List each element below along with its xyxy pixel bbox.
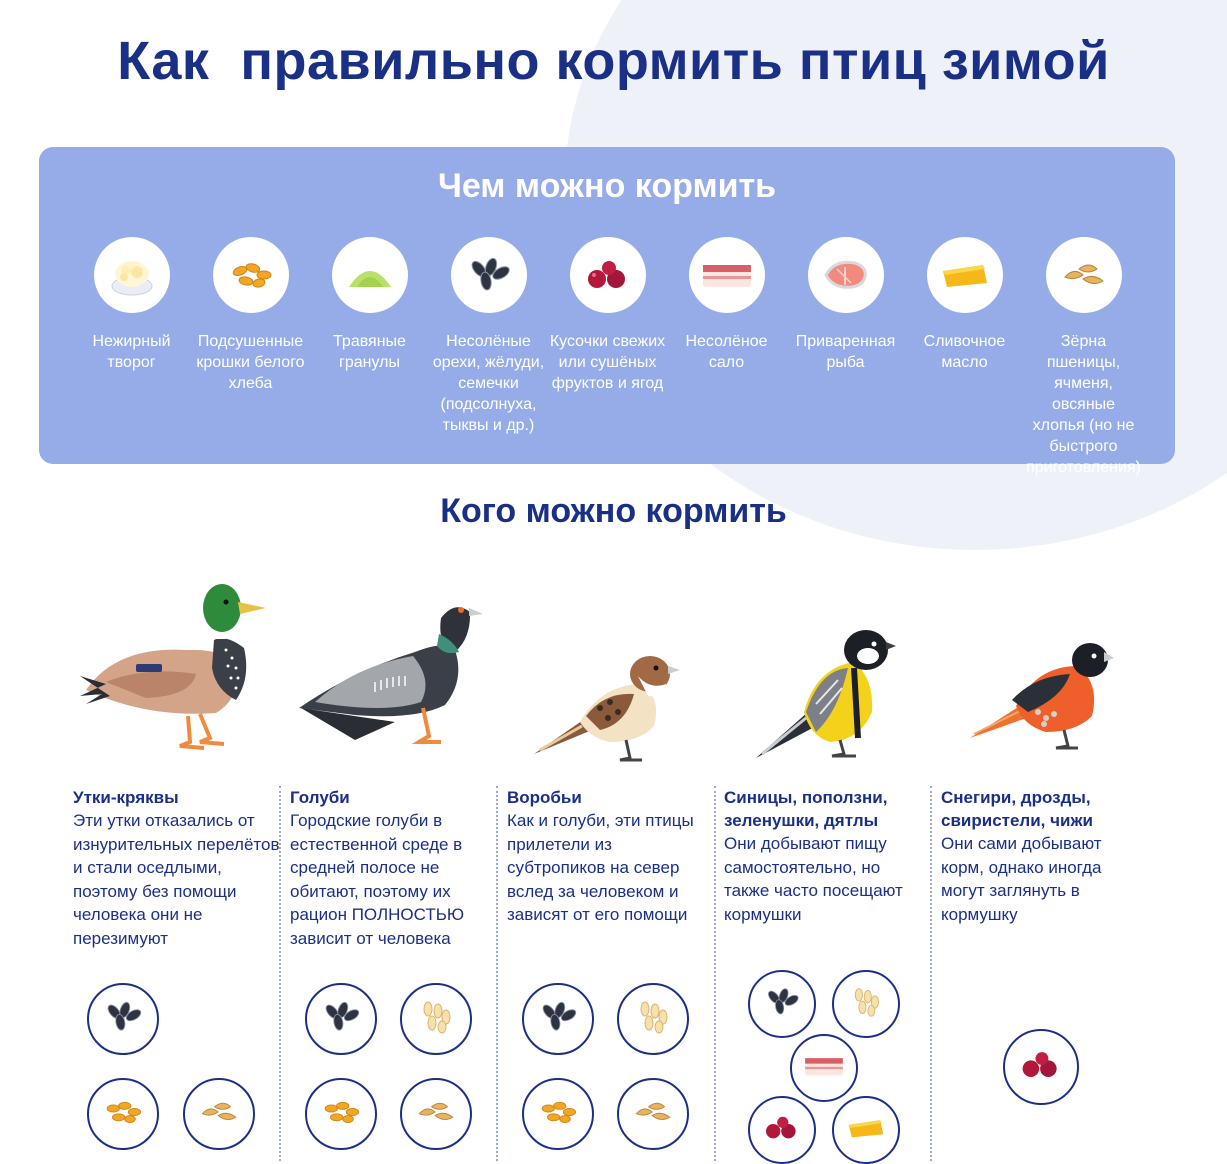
birds-section-title: Кого можно кормить — [440, 492, 787, 530]
feed-bread-crumbs — [87, 1078, 159, 1150]
bird-column-tits — [724, 786, 914, 926]
food-label: Кусочки свежих или сушёных фруктов и ягод — [549, 333, 666, 392]
food-label: Несолёные орехи, жёлуди, семечки (подсолнуха, тыквы и др.) — [432, 333, 545, 434]
feed-berries — [748, 1096, 816, 1164]
feed-sunflower-seeds — [522, 983, 594, 1055]
food-item — [548, 237, 667, 394]
bird-description: Они добывают пищу самостоятельно, но также часто посещают кормушки — [724, 834, 903, 924]
pigeon-icon — [295, 590, 485, 755]
cottage-cheese-icon — [94, 237, 170, 313]
foods-panel-title: Чем можно кормить — [437, 167, 777, 205]
feed-grain — [400, 983, 472, 1055]
bird-name: Голуби — [290, 788, 350, 807]
fish-icon — [808, 237, 884, 313]
grain-flakes-icon — [1046, 237, 1122, 313]
food-label: Подсушенные крошки белого хлеба — [196, 333, 305, 392]
bird-description: Городские голуби в естественной среде в средней полосе не обитают, поэтому их рацион ПОЛНОСТЬЮ зависит от человека — [290, 811, 465, 948]
butter-icon — [844, 1112, 888, 1149]
feed-grain — [832, 970, 900, 1038]
sparrow-icon — [530, 646, 685, 766]
feed-grain-flakes — [617, 1078, 689, 1150]
grain-icon — [633, 999, 673, 1040]
food-item — [1024, 237, 1143, 478]
grain-icon — [416, 999, 456, 1040]
food-item — [191, 237, 310, 394]
bird-description: Как и голуби, эти птицы прилетели из субтропиков на север вслед за человеком и зависят от его помощи — [507, 811, 694, 924]
bird-name: Снегири, дрозды, свиристели, чижи — [941, 788, 1093, 830]
lard-icon — [689, 237, 765, 313]
berries-icon — [1018, 1046, 1064, 1089]
feed-bread-crumbs — [522, 1078, 594, 1150]
feed-sunflower-seeds — [87, 983, 159, 1055]
grass-pellets-icon — [332, 237, 408, 313]
bread-crumbs-icon — [213, 237, 289, 313]
feed-grain-flakes — [400, 1078, 472, 1150]
bread-crumbs-icon — [536, 1094, 580, 1135]
bird-name: Утки-кряквы — [73, 788, 179, 807]
food-label: Зёрна пшеницы, ячменя, овсяные хлопья (но не быстрого приготовления) — [1026, 333, 1141, 476]
mallard-duck-icon — [76, 578, 271, 753]
feed-sunflower-seeds — [748, 970, 816, 1038]
feed-berries — [1003, 1029, 1079, 1105]
sunflower-seeds-icon — [101, 999, 145, 1040]
food-label: Приваренная рыба — [795, 333, 896, 371]
food-item — [786, 237, 905, 373]
bread-crumbs-icon — [101, 1094, 145, 1135]
food-item — [310, 237, 429, 373]
food-item — [429, 237, 548, 436]
feed-lard — [790, 1034, 858, 1102]
food-item — [905, 237, 1024, 373]
food-label: Травяные гранулы — [333, 333, 406, 371]
food-label: Сливочное масло — [923, 333, 1006, 371]
bird-column-bullfinches — [941, 786, 1141, 926]
tit-icon — [750, 628, 900, 768]
sunflower-seeds-icon — [451, 237, 527, 313]
berries-icon — [570, 237, 646, 313]
berries-icon — [762, 1112, 802, 1149]
feed-bread-crumbs — [305, 1078, 377, 1150]
bird-column-pigeons — [290, 786, 500, 950]
feed-sunflower-seeds — [305, 983, 377, 1055]
sunflower-seeds-icon — [762, 986, 802, 1023]
bird-description: Эти утки отказались от изнурительных перелётов и стали оседлыми, поэтому без помощи человека они не перезимуют — [73, 811, 280, 948]
lard-icon — [802, 1051, 846, 1086]
bird-column-ducks — [73, 786, 283, 950]
bird-column-sparrows — [507, 786, 707, 927]
grain-icon — [848, 986, 884, 1023]
bullfinch-icon — [966, 636, 1116, 756]
sunflower-seeds-icon — [536, 999, 580, 1040]
feed-grain-flakes — [183, 1078, 255, 1150]
feed-butter — [832, 1096, 900, 1164]
food-item — [72, 237, 191, 373]
sunflower-seeds-icon — [319, 999, 363, 1040]
column-divider — [714, 786, 716, 1161]
food-label: Нежирный творог — [92, 333, 171, 371]
page-title: Как правильно кормить птиц зимой — [117, 31, 1110, 91]
foods-panel — [39, 147, 1175, 476]
grain-flakes-icon — [197, 1094, 241, 1135]
bird-name: Синицы, поползни, зеленушки, дятлы — [724, 788, 888, 830]
bird-name: Воробьи — [507, 788, 582, 807]
bread-crumbs-icon — [319, 1094, 363, 1135]
feed-grain — [617, 983, 689, 1055]
bird-description: Они сами добывают корм, однако иногда могут заглянуть в кормушку — [941, 834, 1102, 924]
grain-flakes-icon — [414, 1094, 458, 1135]
grain-flakes-icon — [631, 1094, 675, 1135]
food-label: Несолёное сало — [685, 333, 768, 371]
food-item — [667, 237, 786, 373]
butter-icon — [927, 237, 1003, 313]
column-divider — [930, 786, 932, 1161]
